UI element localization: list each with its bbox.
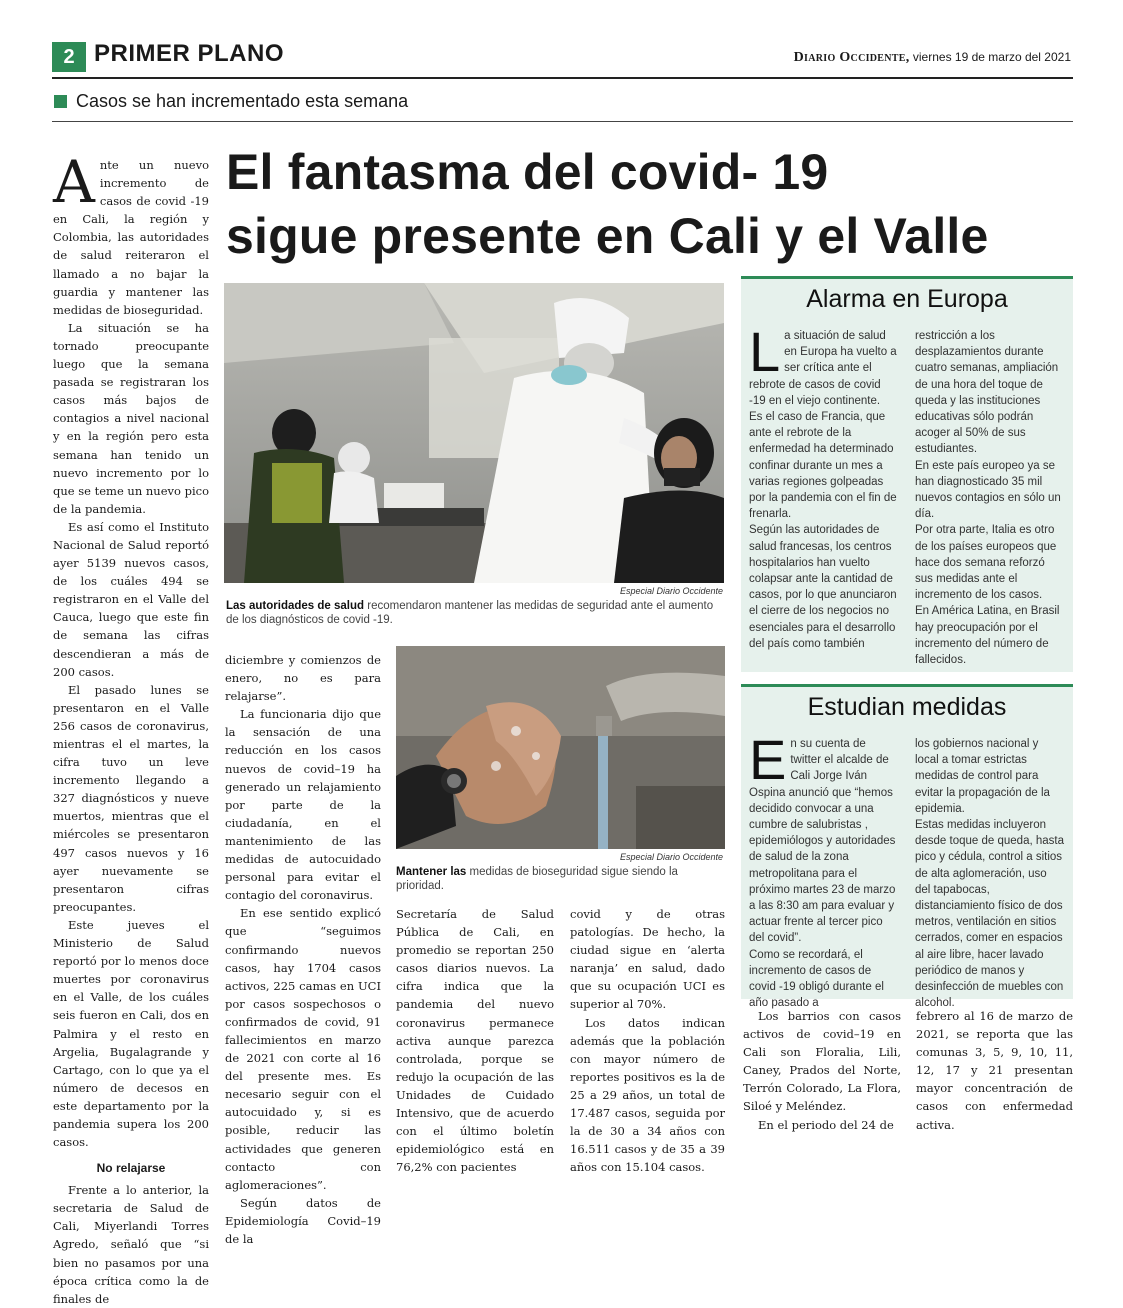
- box-paragraph: Según las autoridades de salud francesas, los centros hospitalarios han vuelto colapsar ante la cantidad de casos, por lo que anunciaron el cierre de los negocios no esenciales para el desarrollo del país como también: [749, 524, 897, 650]
- article-column-4: [570, 905, 725, 1175]
- article-column-2: [225, 651, 381, 1246]
- article-column-6: [916, 1007, 1073, 1132]
- photo-hand-washing-image: [396, 646, 725, 849]
- dropcap: E: [749, 728, 787, 791]
- headline-line-1: El fantasma del covid- 19: [226, 144, 829, 200]
- issue-date: viernes 19 de marzo del 2021: [912, 50, 1071, 64]
- box-column-1: [749, 728, 899, 1011]
- paragraph: Es así como el Instituto Nacional de Salud reportó ayer 5139 nuevos casos, de los cuáles 494 se registraron en el Valle del Cauca, luego que este fin de semana las cifras descendieran a más de 200 casos.: [53, 519, 209, 679]
- caption-lead: Mantener las: [396, 866, 467, 878]
- box-title: Alarma en Europa: [806, 285, 1008, 313]
- box-paragraph: En América Latina, en Brasil hay preocupación por el incremento del número de fallecidos.: [915, 605, 1060, 667]
- box-paragraph: Como se recordará, el incremento de casos de covid -19 obligó durante el año pasado a: [749, 948, 884, 1010]
- paragraph: Este jueves el Ministerio de Salud reportó por lo menos doce muertes por coronavirus en el Valle, de los cuáles seis fueron en Cali, dos en Palmira y el resto en Argelia, Bugalagrande y Cartago, con lo que ya el número de decesos en este departamento por la pandemia supera los 200 casos.: [53, 917, 209, 1150]
- paragraph: diciembre y comienzos de enero, no es para relajarse”.: [225, 653, 381, 704]
- photo-health-workers-image: [224, 283, 724, 583]
- box-paragraph: En su cuenta de twitter el alcalde de Cali Jorge Iván Ospina anunció que “hemos decidido convocar a una cumbre de salubristas , epidemiólogos y autoridades de salud de la zona metropolitana para el próximo martes 23 de marzo a las 8:30 am para evaluar y actuar frente al tercer pico del covid”.: [749, 728, 896, 945]
- box-column-2: [915, 736, 1065, 1011]
- box-paragraph: restricción a los desplazamientos durante cuatro semanas, ampliación de una hora del toque de queda y las instituciones educativas sólo podrán acoger al 50% de sus estudiantes.: [915, 330, 1059, 456]
- subheading: No relajarse: [96, 1161, 166, 1176]
- paragraph: En el periodo del 24 de: [758, 1117, 894, 1132]
- headline: [226, 140, 1086, 268]
- paragraph: El pasado lunes se presentaron en el Valle 256 casos de coronavirus, mientras el el martes, la cifra tuvo un leve incremento llegando a 327 diagnósticos y nueve muertos, mientras que el miércoles se presentaron 497 casos nuevos y 16 ayer nuevamente se presentaron cifras preocupantes.: [53, 682, 209, 914]
- masthead: [794, 50, 1071, 66]
- paragraph: La situación se ha tornado preocupante luego que la semana pasada se registraran los casos más bajos de contagios a nivel nacional y en la región pero esta semana han tenido un nuevo incremento por lo que se teme un nuevo pico de la pandemia.: [53, 320, 209, 516]
- paragraph: covid y de otras patologías. De hecho, la ciudad sigue en ‘alerta naranja’ en salud, dado que su ocupación UCI es superior al 70%.: [570, 907, 725, 1012]
- box-paragraph: Es el caso de Francia, que ante el rebrote de la enfermedad ha determinado confinar durante un mes a varias regiones golpeadas por la pandemia con el fin de frenarla.: [749, 411, 897, 521]
- caption-lead: Las autoridades de salud: [226, 600, 365, 612]
- newspaper-name: Diario Occidente,: [793, 50, 910, 65]
- box-paragraph: Estas medidas incluyeron desde toque de queda, hasta pico y cédula, control a sitios de alta aglomeración, uso del tapabocas, distanciamiento físico de dos metros, ventilación en sitios cerrados, comer en espacios al aire libre, hacer lavado periódico de manos y desinfección de muebles con alcohol.: [915, 819, 1064, 1010]
- sidebar-box-measures: [741, 684, 1073, 1010]
- dropcap: L: [749, 320, 781, 383]
- page-number: 2: [52, 42, 86, 72]
- header-rule: [52, 77, 1073, 79]
- paragraph: La funcionaria dijo que la sensación de una reducción en los casos nuevos de covid–19 ha generado un relajamiento por parte de la ciudadanía, en el mantenimiento de las medidas de autocuidado personal para evitar el contagio del coronavirus.: [225, 707, 381, 903]
- photo-2-credit: Especial Diario Occidente: [619, 852, 723, 862]
- kicker-rule: [52, 121, 1073, 122]
- photo-hand-washing: [396, 646, 725, 849]
- paragraph: febrero al 16 de marzo de 2021, se reporta que las comunas 3, 5, 9, 10, 11, 12, 17 y 21 presentan mayor concentración de casos con enfermedad activa.: [916, 1009, 1073, 1132]
- box-paragraph: los gobiernos nacional y local a tomar estrictas medidas de control para evitar la propagación de la epidemia.: [915, 738, 1050, 815]
- photo-health-workers: [224, 283, 724, 583]
- paragraph: En ese sentido explicó que “seguimos confirmando nuevos casos, hay 1704 casos activos, 225 camas en UCI por casos sospechosos o confirmados de covid, 91 fallecimientos en marzo de 2021 con corte al 16 del presente mes. Es necesario seguir con el autocuidado y, si es posible, reducir las actividades que generen contacto con aglomeraciones”.: [225, 906, 381, 1192]
- kicker-square-icon: [54, 95, 67, 108]
- photo-1-credit: Especial Diario Occidente: [619, 586, 723, 596]
- box-paragraph: En este país europeo ya se han diagnosticado 35 mil nuevos contagios en sólo un día.: [915, 459, 1061, 521]
- sidebar-box-europe: [741, 276, 1073, 672]
- paragraph: Secretaría de Salud Pública de Cali, en promedio se reportan 250 casos diarios nuevos. La cifra indica que la pandemia del nuevo coronavirus permanece activa aunque parezca controlada, porque se redujo la ocupación de las Unidades de Cuidado Intensivo, que de acuerdo con el último boletín epidemiológico está en 76,2% con pacientes: [396, 907, 554, 1175]
- kicker: Casos se han incrementado esta semana: [76, 91, 409, 111]
- article-column-1: [53, 148, 209, 1306]
- paragraph: Frente a lo anterior, la secretaria de Salud de Cali, Miyerlandi Torres Agredo, señaló que “si bien no pasamos por una época crítica como la de finales de: [53, 1183, 209, 1306]
- box-paragraph: Por otra parte, Italia es otro de los países europeos que hace dos semana reforzó sus medidas ante el incremento de los casos.: [915, 524, 1057, 602]
- photo-1-caption: Las autoridades de salud recomendaron mantener las medidas de seguridad ante el aumento de los diagnósticos de covid -19.: [226, 600, 714, 626]
- article-column-3: [396, 905, 554, 1175]
- lead-paragraph: Ante un nuevo incremento de casos de covid -19 en Cali, la región y Colombia, las autoridades de salud reiteraron el llamado a no bajar la guardia y mantener las medidas de bioseguridad.: [53, 148, 209, 317]
- box-column-2: [915, 328, 1065, 668]
- paragraph: Los datos indican además que la población con mayor número de reportes positivos es la de 25 a 29 años, un total de 17.487 casos, seguida por la de 30 a 34 años con 16.511 casos y de 35 a 39 años con 15.104 casos.: [570, 1015, 725, 1175]
- photo-2-caption: Mantener las medidas de bioseguridad sigue siendo la prioridad.: [396, 866, 678, 892]
- box-title: Estudian medidas: [807, 693, 1007, 721]
- headline-line-2: sigue presente en Cali y el Valle: [226, 208, 989, 264]
- paragraph: Los barrios con casos activos de covid–19 en Cali son Floralia, Lili, Caney, Prados del Norte, Terrón Colorado, La Flora, Siloé y Meléndez.: [743, 1009, 901, 1114]
- box-paragraph: La situación de salud en Europa ha vuelto a ser crítica ante el rebrote de casos de covid -19 en el viejo continente.: [749, 320, 897, 407]
- article-column-5: [743, 1007, 901, 1132]
- section-title: PRIMER PLANO: [94, 40, 285, 67]
- dropcap: A: [53, 148, 95, 216]
- paragraph: Según datos de Epidemiología Covid–19 de la: [225, 1195, 381, 1246]
- box-column-1: [749, 320, 899, 652]
